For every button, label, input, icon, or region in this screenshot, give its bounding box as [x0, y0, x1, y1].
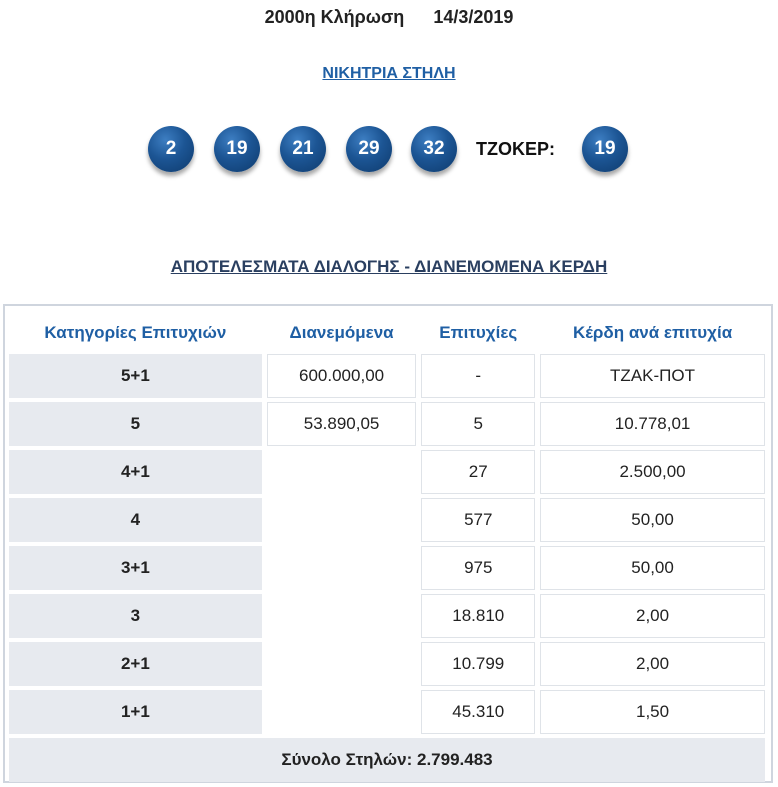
- winners-cell: 45.310: [421, 690, 535, 734]
- table-row: [9, 690, 765, 734]
- winning-numbers: [0, 126, 778, 176]
- table-total-row: [9, 738, 765, 782]
- distributed-cell: [267, 546, 417, 590]
- distributed-cell: 600.000,00: [267, 354, 417, 398]
- prize-cell: 50,00: [540, 498, 765, 542]
- prize-cell: 1,50: [540, 690, 765, 734]
- table-row: [9, 354, 765, 398]
- number-ball-1: 2: [148, 126, 194, 172]
- winners-cell: 975: [421, 546, 535, 590]
- number-ball-5: 32: [411, 126, 457, 172]
- category-cell: 1+1: [9, 690, 262, 734]
- number-ball-2: 19: [214, 126, 260, 172]
- header-winners: Επιτυχίες: [439, 323, 518, 342]
- winners-cell: 18.810: [421, 594, 535, 638]
- prize-cell: 10.778,01: [540, 402, 765, 446]
- table-row: [9, 498, 765, 542]
- category-cell: 4: [9, 498, 262, 542]
- results-link[interactable]: ΑΠΟΤΕΛΕΣΜΑΤΑ ΔΙΑΛΟΓΗΣ - ΔΙΑΝΕΜΟΜΕΝΑ ΚΕΡΔΗ: [170, 257, 608, 276]
- category-cell: 5: [9, 402, 262, 446]
- header-distributed: Διανεμόμενα: [289, 323, 394, 342]
- prize-cell: 2,00: [540, 594, 765, 638]
- winners-cell: -: [421, 354, 535, 398]
- table-row: [9, 450, 765, 494]
- table-row: [9, 594, 765, 638]
- category-cell: 2+1: [9, 642, 262, 686]
- results-table: [4, 306, 770, 786]
- distributed-cell: [267, 498, 417, 542]
- distributed-cell: [267, 594, 417, 638]
- winners-cell: 577: [421, 498, 535, 542]
- winning-column-link[interactable]: ΝΙΚΗΤΡΙΑ ΣΤΗΛΗ: [322, 65, 456, 82]
- header-categories: Κατηγορίες Επιτυχιών: [44, 323, 227, 342]
- distributed-cell: [267, 690, 417, 734]
- category-cell: 4+1: [9, 450, 262, 494]
- total-columns: Σύνολο Στηλών: 2.799.483: [9, 738, 765, 782]
- joker-label: ΤΖΟΚΕΡ:: [476, 139, 555, 159]
- table-row: [9, 402, 765, 446]
- category-cell: 5+1: [9, 354, 262, 398]
- prize-cell: 2,00: [540, 642, 765, 686]
- table-header-row: [9, 310, 765, 350]
- number-ball-3: 21: [280, 126, 326, 172]
- winners-cell: 5: [421, 402, 535, 446]
- draw-date: 14/3/2019: [433, 7, 514, 27]
- joker-ball: 19: [582, 126, 628, 172]
- winners-cell: 10.799: [421, 642, 535, 686]
- draw-title: [0, 7, 778, 28]
- header-prize: Κέρδη ανά επιτυχία: [572, 323, 733, 342]
- prize-cell: 2.500,00: [540, 450, 765, 494]
- category-cell: 3: [9, 594, 262, 638]
- number-ball-4: 29: [346, 126, 392, 172]
- winners-cell: 27: [421, 450, 535, 494]
- distributed-cell: [267, 642, 417, 686]
- table-row: [9, 546, 765, 590]
- table-row: [9, 642, 765, 686]
- prize-cell: ΤΖΑΚ-ΠΟΤ: [540, 354, 765, 398]
- prize-cell: 50,00: [540, 546, 765, 590]
- category-cell: 3+1: [9, 546, 262, 590]
- results-table-container: [3, 304, 773, 783]
- distributed-cell: [267, 450, 417, 494]
- draw-number: 2000η Κλήρωση: [264, 7, 405, 27]
- distributed-cell: 53.890,05: [267, 402, 417, 446]
